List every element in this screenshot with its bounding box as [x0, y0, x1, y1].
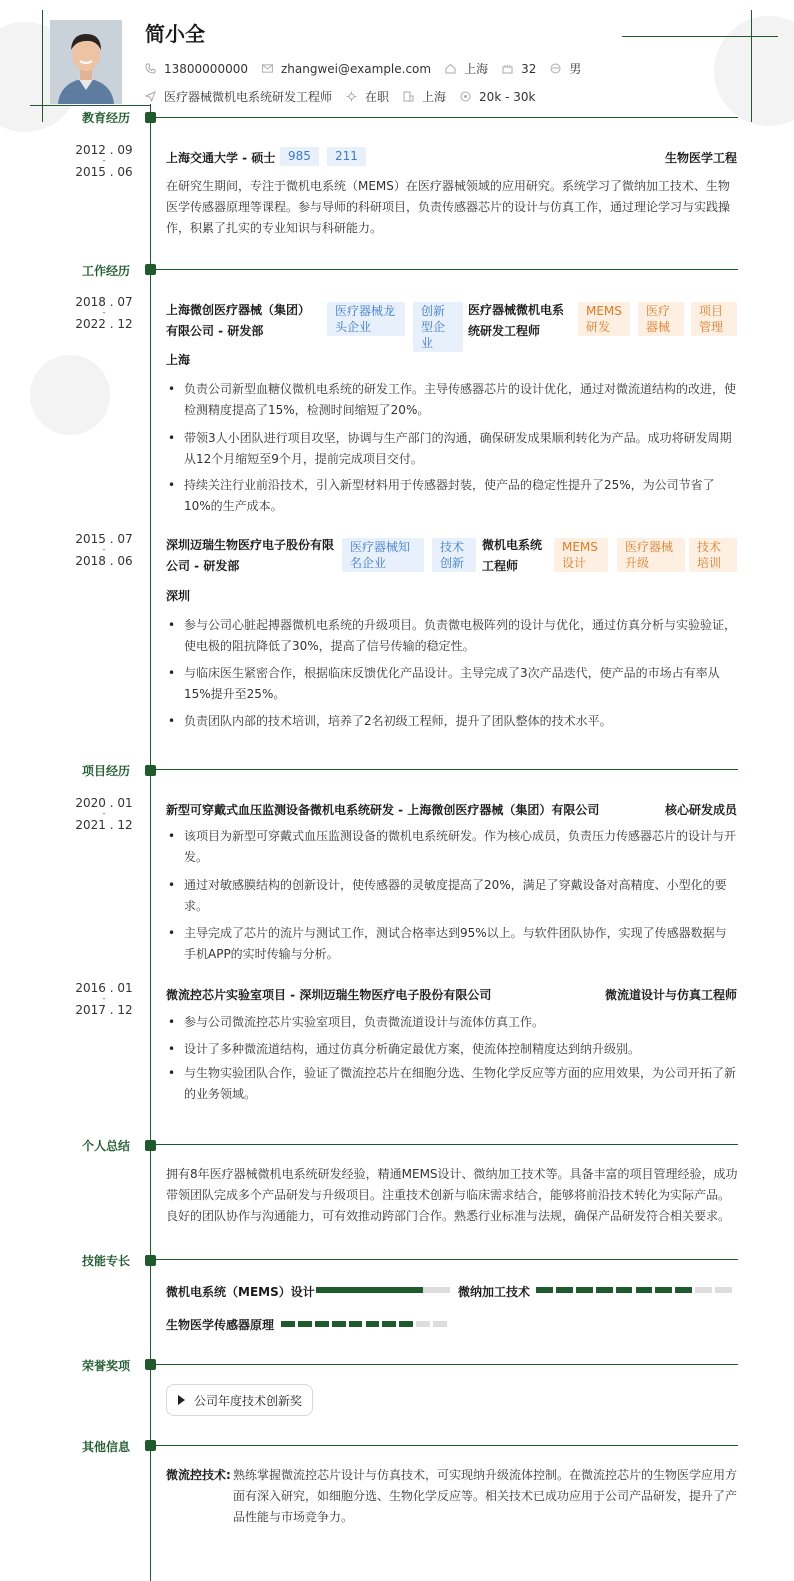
- summary-text: 拥有8年医疗器械微机电系统研发经验，精通MEMS设计、微纳加工技术等。具备丰富的项目管理经验，成功带领团队完成多个产品研发与升级项目。注重技术创新与临床需求结合，能够将前沿技术转化为实际产品。良好的团队协作与沟通能力，可有效推动跨部门合作。熟悉行业标准与法规，确保产品研发符合相关要求。: [166, 1167, 738, 1223]
- salary-icon: [460, 91, 471, 102]
- status-icon: [346, 91, 357, 102]
- education-school: 上海交通大学 - 硕士: [166, 151, 276, 165]
- age-icon: [502, 63, 513, 74]
- project-role: 微流道设计与仿真工程师: [604, 988, 737, 1002]
- section-dot: [145, 1140, 156, 1151]
- project-bullet: • 主导完成了芯片的流片与测试工作，测试合格率达到95%以上。与软件团队协作，实现了传感器数据与手机APP的实时传输与分析。: [166, 923, 738, 965]
- work-bullet: • 参与公司心脏起搏器微机电系统的升级项目。负责微电极阵列的设计与优化，通过仿真分析与实验验证，使电极的阻抗降低了30%，提高了信号传输的稳定性。: [166, 615, 738, 657]
- work-bullet: • 持续关注行业前沿技术，引入新型材料用于传感器封装，使产品的稳定性提升了25%，为公司节省了10%的生产成本。: [166, 475, 738, 517]
- play-icon: [178, 1395, 185, 1405]
- project-bullet: • 设计了多种微流道结构，通过仿真分析确定最优方案，使流体控制精度达到纳升级别。: [166, 1039, 738, 1060]
- section-title-work: 工作经历: [82, 264, 131, 278]
- award-item: [166, 1384, 313, 1416]
- section-divider: [156, 269, 738, 270]
- email: zhangwei@example.com: [280, 61, 432, 76]
- education-description: 在研究生期间，专注于微机电系统（MEMS）在医疗器械领域的应用研究。系统学习了微纳加工技术、生物医学传感器原理等课程。参与导师的科研项目，负责传感器芯片的设计与仿真工作，通过理论学习与实践操作，积累了扎实的专业知识与科研能力。: [166, 179, 731, 235]
- work-bullet: • 与临床医生紧密合作，根据临床反馈优化产品设计。主导完成了3次产品迭代，使产品的市场占有率从15%提升至25%。: [166, 663, 738, 705]
- work-location: 上海: [166, 353, 191, 367]
- work-company: 深圳迈瑞生物医疗电子股份有限公司 - 研发部: [166, 538, 335, 573]
- skill-level-bar: [536, 1287, 732, 1293]
- skill-tag: MEMS设计: [554, 538, 608, 572]
- work-dates: 2015 . 07 - 2018 . 06: [75, 532, 133, 568]
- education-dates: 2012 . 09 - 2015 . 06: [75, 143, 133, 179]
- project-dates: 2020 . 01 - 2021 . 12: [75, 796, 133, 832]
- decor-line: [622, 36, 778, 37]
- work-bullet: • 负责公司新型血糖仪微机电系统的研发工作。主导传感器芯片的设计优化，通过对微流道结构的改进，使检测精度提高了15%，检测时间缩短了20%。: [166, 379, 738, 421]
- city: 上海: [464, 62, 489, 76]
- skill-tag: 医疗器械升级: [617, 538, 685, 572]
- skill-name: 微纳加工技术: [458, 1285, 531, 1299]
- work-location: 深圳: [166, 589, 191, 603]
- award-label: 公司年度技术创新奖: [194, 1393, 303, 1408]
- phone-icon: [145, 63, 156, 74]
- skill-tag: MEMS研发: [578, 302, 630, 336]
- section-divider: [156, 1445, 738, 1446]
- section-dot: [145, 264, 156, 275]
- skill-level-bar: [316, 1287, 450, 1293]
- work-company: 上海微创医疗器械（集团）有限公司 - 研发部: [166, 303, 311, 338]
- education-major: 生物医学工程: [664, 151, 737, 165]
- section-title-education: 教育经历: [82, 111, 131, 125]
- section-dot: [145, 1359, 156, 1370]
- skill-tag: 项目管理: [691, 302, 737, 336]
- project-role: 核心研发成员: [664, 803, 737, 817]
- work-dates: 2018 . 07 - 2022 . 12: [75, 295, 133, 331]
- company-tag: 医疗器械知名企业: [342, 538, 424, 572]
- work-title: 医疗器械微机电系统研发工程师: [468, 303, 565, 338]
- salary: 20k - 30k: [479, 89, 536, 104]
- work-bullet: • 负责团队内部的技术培训，培养了2名初级工程师，提升了团队整体的技术水平。: [166, 711, 738, 732]
- target-city: 上海: [422, 90, 447, 104]
- section-divider: [156, 769, 738, 770]
- decor-circle: [714, 16, 794, 126]
- education-tag: 211: [327, 147, 366, 166]
- section-title-other: 其他信息: [82, 1440, 131, 1454]
- section-dot: [145, 1255, 156, 1266]
- company-tag: 技术创新: [432, 538, 476, 572]
- education-tag: 985: [280, 147, 319, 166]
- company-tag: 医疗器械龙头企业: [327, 302, 405, 336]
- section-divider: [156, 1144, 738, 1145]
- send-icon: [145, 91, 156, 102]
- project-bullet: • 参与公司微流控芯片实验室项目，负责微流道设计与流体仿真工作。: [166, 1012, 738, 1033]
- section-title-projects: 项目经历: [82, 764, 131, 778]
- project-dates: 2016 . 01 - 2017 . 12: [75, 981, 133, 1017]
- section-divider: [156, 1364, 738, 1365]
- age: 32: [521, 61, 537, 76]
- decor-line: [30, 105, 150, 106]
- project-bullet: • 该项目为新型可穿戴式血压监测设备的微机电系统研发。作为核心成员，负责压力传感器芯片的设计与开发。: [166, 826, 738, 868]
- contact-row: [145, 60, 595, 77]
- section-title-skills: 技能专长: [82, 1254, 131, 1268]
- project-bullet: • 通过对敏感膜结构的创新设计，使传感器的灵敏度提高了20%，满足了穿戴设备对高精度、小型化的要求。: [166, 875, 738, 917]
- section-divider: [156, 1259, 738, 1260]
- section-dot: [145, 1440, 156, 1451]
- other-label: 微流控技术:: [166, 1468, 231, 1482]
- skill-name: 微机电系统（MEMS）设计: [166, 1285, 315, 1299]
- building-icon: [403, 91, 414, 102]
- skill-tag: 医疗器械: [638, 302, 684, 336]
- decor-circle: [30, 355, 110, 435]
- other-text: 熟练掌握微流控芯片设计与仿真技术，可实现纳升级流体控制。在微流控芯片的生物医学应用方面有深入研究，如细胞分选、生物化学反应等。相关技术已成功应用于公司产品研发，提升了产品性能与市场竞争力。: [233, 1468, 738, 1524]
- section-title-summary: 个人总结: [82, 1139, 131, 1153]
- gender: 男: [569, 62, 582, 76]
- company-tag: 创新型企业: [413, 302, 463, 352]
- home-icon: [445, 63, 456, 74]
- section-dot: [145, 112, 156, 123]
- job-status: 在职: [365, 90, 390, 104]
- project-bullet: • 与生物实验团队合作，验证了微流控芯片在细胞分选、生物化学反应等方面的应用效果，为公司开拓了新的业务领域。: [166, 1063, 738, 1105]
- email-icon: [262, 63, 273, 74]
- target-position: 医疗器械微机电系统研发工程师: [164, 90, 333, 104]
- skill-level-bar: [281, 1321, 447, 1327]
- work-title: 微机电系统工程师: [482, 538, 543, 573]
- gender-icon: [550, 63, 561, 74]
- skill-tag: 技术培训: [689, 538, 737, 572]
- project-name: 新型可穿戴式血压监测设备微机电系统研发 - 上海微创医疗器械（集团）有限公司: [166, 803, 600, 817]
- decor-line: [751, 10, 752, 122]
- profile-photo: [50, 20, 122, 104]
- section-divider: [156, 117, 738, 118]
- project-name: 微流控芯片实验室项目 - 深圳迈瑞生物医疗电子股份有限公司: [166, 988, 492, 1002]
- skill-name: 生物医学传感器原理: [166, 1318, 275, 1332]
- candidate-name: 简小全: [145, 22, 205, 46]
- job-intent-row: [145, 88, 549, 105]
- work-bullet: • 带领3人小团队进行项目攻坚，协调与生产部门的沟通，确保研发成果顺利转化为产品。成功将研发周期从12个月缩短至9个月，提前完成项目交付。: [166, 428, 738, 470]
- section-title-awards: 荣誉奖项: [82, 1359, 131, 1373]
- section-dot: [145, 765, 156, 776]
- phone: 13800000000: [164, 61, 248, 76]
